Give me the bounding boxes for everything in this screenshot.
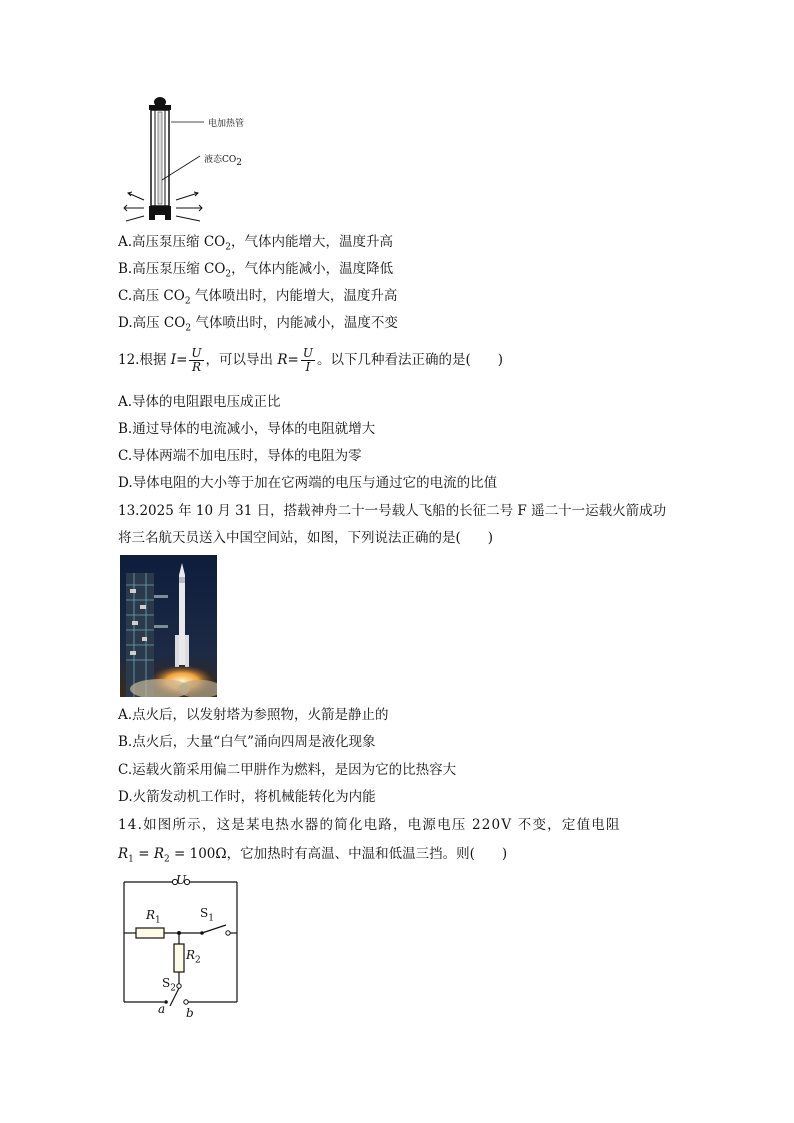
- q13-option-c: C.运载火箭采用偏二甲肼作为燃料，是因为它的比热容大: [118, 762, 457, 778]
- q14-stem-line2: $R_1 = R_2 = 100\Omega$，它加热时有高温、中温和低温三挡。则( ): [118, 846, 508, 865]
- terminal-a-label: a: [158, 1002, 166, 1016]
- r2-label: $R_2$: [186, 948, 201, 966]
- q12-option-a: A.导体的电阻跟电压成正比: [118, 394, 281, 410]
- q14-stem-line1: 14.如图所示，这是某电热水器的简化电路，电源电压 220V 不变，定值电阻: [118, 817, 621, 833]
- q12-stem: 12.根据 I= $\frac{U}{R}$ ，可以导出 R= $\frac{U}{I}$ 。以下几种看法正确的是( ): [118, 346, 503, 374]
- r1-label: $R_1$: [146, 908, 161, 926]
- ohms-law-fraction-1: $\frac{U}{R}$: [191, 346, 202, 374]
- rocket-launch-photo: [120, 555, 217, 697]
- s1-label: $S_1$: [200, 906, 214, 924]
- liquid-co2-label: 液态$CO_2$: [204, 155, 242, 168]
- q11-option-d: D.高压 $CO_2$ 气体喷出时，内能减小，温度不变: [118, 315, 398, 334]
- q11-option-a: A.高压泵压缩 $CO_2$，气体内能增大，温度升高: [118, 234, 393, 253]
- q13-stem-line2: 将三名航天员送入中国空间站，如图，下列说法正确的是( ): [118, 530, 494, 546]
- q12-option-b: B.通过导体的电流减小，导体的电阻就增大: [118, 421, 376, 437]
- q11-option-b: B.高压泵压缩 $CO_2$，气体内能减小，温度降低: [118, 261, 394, 280]
- s2-label: $S_2$: [162, 976, 176, 994]
- heater-tube-label: 电加热管: [208, 119, 245, 129]
- terminal-b-label: b: [186, 1006, 194, 1020]
- q13-option-b: B.点火后，大量“白气”涌向四周是液化现象: [118, 734, 376, 750]
- ohms-law-fraction-2: $\frac{U}{I}$: [302, 346, 313, 374]
- q12-option-c: C.导体两端不加电压时，导体的电阻为零: [118, 448, 362, 464]
- q12-option-d: D.导体电阻的大小等于加在它两端的电压与通过它的电流的比值: [118, 475, 498, 491]
- q13-stem-line1: 13.2025 年 10 月 31 日，搭载神舟二十一号载人飞船的长征二号 F 遥二十一运载火箭成功: [118, 503, 667, 519]
- q11-option-c: C.高压 $CO_2$ 气体喷出时，内能增大，温度升高: [118, 288, 398, 307]
- q13-option-d: D.火箭发动机工作时，将机械能转化为内能: [118, 789, 376, 805]
- q13-option-a: A.点火后，以发射塔为参照物，火箭是静止的: [118, 707, 389, 723]
- voltage-label: U: [176, 873, 187, 887]
- circuit-diagram: [118, 870, 244, 1025]
